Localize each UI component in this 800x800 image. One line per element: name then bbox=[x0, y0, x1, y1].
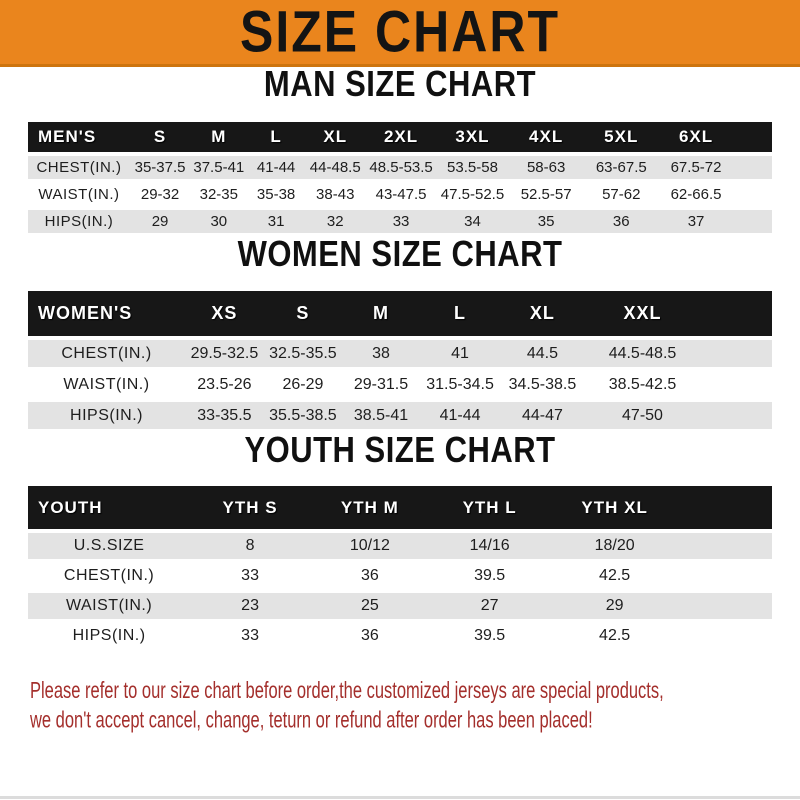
youth-group-label: YOUTH bbox=[28, 486, 190, 529]
size-value: 35.5-38.5 bbox=[264, 402, 342, 429]
table-row bbox=[28, 563, 772, 589]
table-row bbox=[28, 183, 772, 206]
women-header-row bbox=[28, 291, 772, 336]
size-value: 29.5-32.5 bbox=[185, 340, 264, 367]
size-value: 44-47 bbox=[500, 402, 585, 429]
size-value: 8 bbox=[190, 533, 310, 559]
youth-header-row bbox=[28, 486, 772, 529]
size-column-header: XL bbox=[305, 122, 366, 152]
table-row bbox=[28, 402, 772, 429]
size-value: 38.5-42.5 bbox=[585, 371, 700, 398]
size-column-header: YTH S bbox=[190, 486, 310, 529]
size-value: 26-29 bbox=[264, 371, 342, 398]
size-value: 36 bbox=[584, 210, 659, 233]
measurement-row-label: CHEST(IN.) bbox=[28, 563, 190, 589]
youth-section-title: YOUTH SIZE CHART bbox=[244, 428, 556, 471]
spacer-cell bbox=[680, 563, 772, 589]
size-value: 36 bbox=[310, 563, 430, 589]
size-value: 37.5-41 bbox=[190, 156, 247, 179]
size-value: 43-47.5 bbox=[366, 183, 437, 206]
size-value: 39.5 bbox=[430, 623, 550, 649]
spacer-cell bbox=[680, 533, 772, 559]
size-column-header: M bbox=[190, 122, 247, 152]
disclaimer-line-1: Please refer to our size chart before order,the customized jerseys are special products, bbox=[30, 678, 664, 704]
size-value: 29-32 bbox=[130, 183, 190, 206]
disclaimer-line-2: we don't accept cancel, change, teturn or refund after order has been placed! bbox=[30, 708, 593, 734]
size-value: 34 bbox=[436, 210, 508, 233]
size-value: 58-63 bbox=[509, 156, 584, 179]
size-column-header: 6XL bbox=[659, 122, 733, 152]
table-row bbox=[28, 623, 772, 649]
size-value: 29 bbox=[550, 593, 680, 619]
size-value: 33-35.5 bbox=[185, 402, 264, 429]
table-row bbox=[28, 533, 772, 559]
men-group-label: MEN'S bbox=[28, 122, 130, 152]
size-value: 31 bbox=[247, 210, 304, 233]
size-value: 47.5-52.5 bbox=[436, 183, 508, 206]
banner-title: SIZE CHART bbox=[240, 0, 560, 65]
size-value: 38.5-41 bbox=[342, 402, 420, 429]
size-value: 63-67.5 bbox=[584, 156, 659, 179]
women-size-table bbox=[28, 287, 772, 433]
size-value: 38 bbox=[342, 340, 420, 367]
size-value: 67.5-72 bbox=[659, 156, 733, 179]
size-column-header: XXL bbox=[585, 291, 700, 336]
table-row bbox=[28, 340, 772, 367]
size-value: 41 bbox=[420, 340, 500, 367]
size-column-header: 4XL bbox=[509, 122, 584, 152]
men-size-table bbox=[28, 118, 772, 237]
size-value: 30 bbox=[190, 210, 247, 233]
size-column-header: XL bbox=[500, 291, 585, 336]
size-value: 62-66.5 bbox=[659, 183, 733, 206]
size-value: 14/16 bbox=[430, 533, 550, 559]
size-value: 41-44 bbox=[247, 156, 304, 179]
measurement-row-label: HIPS(IN.) bbox=[28, 402, 185, 429]
size-value: 27 bbox=[430, 593, 550, 619]
measurement-row-label: U.S.SIZE bbox=[28, 533, 190, 559]
size-value: 32.5-35.5 bbox=[264, 340, 342, 367]
size-value: 52.5-57 bbox=[509, 183, 584, 206]
size-value: 10/12 bbox=[310, 533, 430, 559]
size-column-header: YTH XL bbox=[550, 486, 680, 529]
size-column-header: L bbox=[420, 291, 500, 336]
men-header-row bbox=[28, 122, 772, 152]
size-value: 18/20 bbox=[550, 533, 680, 559]
size-column-header: YTH M bbox=[310, 486, 430, 529]
size-value: 42.5 bbox=[550, 563, 680, 589]
table-row bbox=[28, 156, 772, 179]
measurement-row-label: HIPS(IN.) bbox=[28, 210, 130, 233]
measurement-row-label: CHEST(IN.) bbox=[28, 340, 185, 367]
size-value: 35 bbox=[509, 210, 584, 233]
size-column-header: 3XL bbox=[436, 122, 508, 152]
table-row bbox=[28, 210, 772, 233]
size-value: 29 bbox=[130, 210, 190, 233]
size-column-header: M bbox=[342, 291, 420, 336]
bottom-edge-line bbox=[0, 796, 800, 799]
size-value: 48.5-53.5 bbox=[366, 156, 437, 179]
size-chart-banner bbox=[0, 0, 800, 67]
size-column-header: S bbox=[264, 291, 342, 336]
size-value: 23 bbox=[190, 593, 310, 619]
spacer-cell bbox=[700, 402, 772, 429]
youth-size-table bbox=[28, 482, 772, 653]
measurement-row-label: WAIST(IN.) bbox=[28, 593, 190, 619]
size-value: 29-31.5 bbox=[342, 371, 420, 398]
size-column-header: 2XL bbox=[366, 122, 437, 152]
size-value: 32-35 bbox=[190, 183, 247, 206]
spacer-cell bbox=[733, 183, 772, 206]
size-column-header: S bbox=[130, 122, 190, 152]
size-value: 44.5 bbox=[500, 340, 585, 367]
women-section-title: WOMEN SIZE CHART bbox=[237, 232, 563, 275]
size-value: 33 bbox=[190, 563, 310, 589]
measurement-row-label: CHEST(IN.) bbox=[28, 156, 130, 179]
size-value: 34.5-38.5 bbox=[500, 371, 585, 398]
size-column-header: XS bbox=[185, 291, 264, 336]
spacer-cell bbox=[680, 593, 772, 619]
size-column-header: 5XL bbox=[584, 122, 659, 152]
size-value: 44-48.5 bbox=[305, 156, 366, 179]
size-value: 33 bbox=[190, 623, 310, 649]
size-value: 23.5-26 bbox=[185, 371, 264, 398]
size-value: 33 bbox=[366, 210, 437, 233]
table-row bbox=[28, 593, 772, 619]
measurement-row-label: WAIST(IN.) bbox=[28, 371, 185, 398]
size-value: 36 bbox=[310, 623, 430, 649]
spacer-cell bbox=[700, 340, 772, 367]
size-value: 35-38 bbox=[247, 183, 304, 206]
spacer-cell bbox=[733, 210, 772, 233]
spacer-cell bbox=[700, 371, 772, 398]
size-value: 31.5-34.5 bbox=[420, 371, 500, 398]
size-value: 38-43 bbox=[305, 183, 366, 206]
size-value: 41-44 bbox=[420, 402, 500, 429]
spacer-cell bbox=[680, 623, 772, 649]
table-row bbox=[28, 371, 772, 398]
size-column-header: YTH L bbox=[430, 486, 550, 529]
measurement-row-label: HIPS(IN.) bbox=[28, 623, 190, 649]
size-value: 37 bbox=[659, 210, 733, 233]
size-value: 32 bbox=[305, 210, 366, 233]
size-value: 35-37.5 bbox=[130, 156, 190, 179]
spacer-cell bbox=[733, 122, 772, 152]
measurement-row-label: WAIST(IN.) bbox=[28, 183, 130, 206]
spacer-cell bbox=[700, 291, 772, 336]
size-value: 47-50 bbox=[585, 402, 700, 429]
size-value: 44.5-48.5 bbox=[585, 340, 700, 367]
disclaimer-note bbox=[30, 677, 800, 737]
spacer-cell bbox=[680, 486, 772, 529]
size-value: 42.5 bbox=[550, 623, 680, 649]
size-value: 25 bbox=[310, 593, 430, 619]
size-value: 39.5 bbox=[430, 563, 550, 589]
size-value: 53.5-58 bbox=[436, 156, 508, 179]
size-column-header: L bbox=[247, 122, 304, 152]
men-section-title: MAN SIZE CHART bbox=[263, 62, 537, 105]
women-group-label: WOMEN'S bbox=[28, 291, 185, 336]
spacer-cell bbox=[733, 156, 772, 179]
size-value: 57-62 bbox=[584, 183, 659, 206]
